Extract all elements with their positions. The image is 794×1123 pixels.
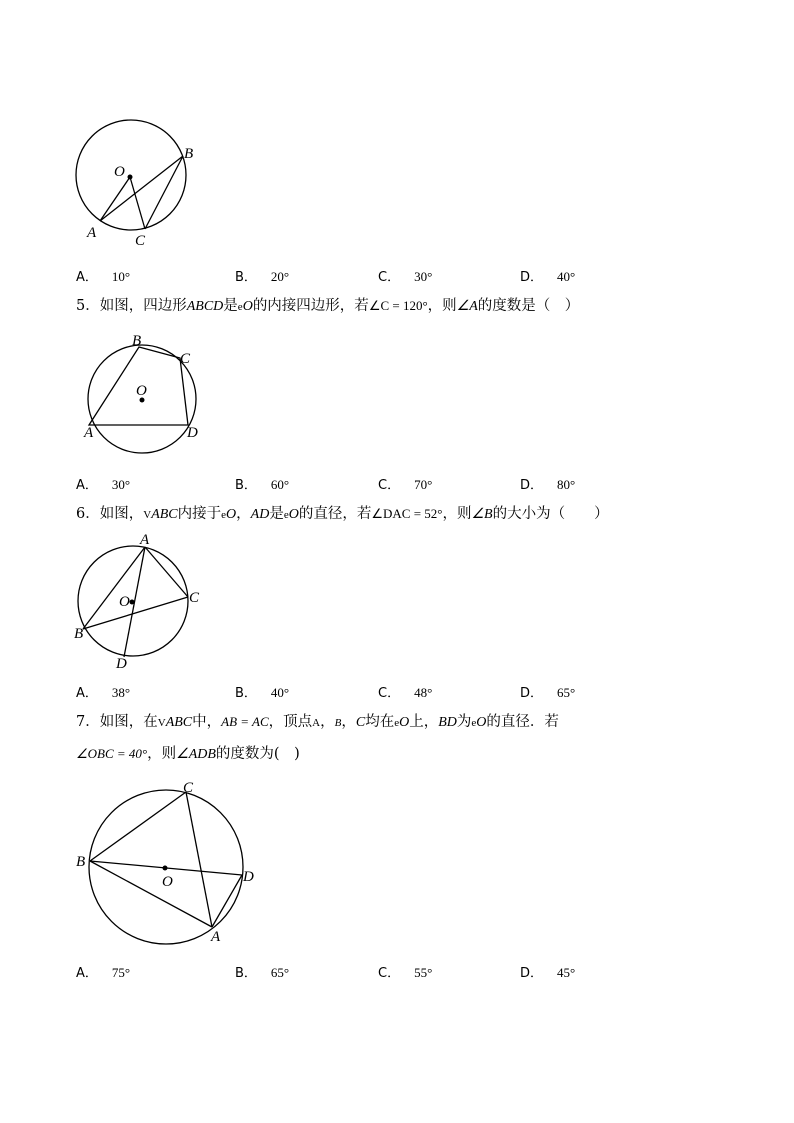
label-c: C (183, 780, 194, 796)
label-c: C (135, 233, 146, 249)
option-d[interactable]: D． 40° (520, 269, 576, 285)
label-b: B (184, 146, 194, 162)
label-c: C (189, 590, 200, 606)
center-point (130, 600, 135, 605)
label-a: A (211, 929, 221, 945)
question-7-line-1: 7．如图，在VABC中，AB = AC，顶点A，B，C均在eO上，BD为eO的直径．若 (76, 714, 559, 730)
label-o: O (119, 594, 130, 610)
segment-bc (145, 156, 183, 229)
option-a[interactable]: A． 38° (76, 685, 131, 701)
question-5: 5．如图，四边形ABCD是eO的内接四边形，若∠C = 120°，则∠A的度数是（ ） (76, 298, 580, 314)
option-d[interactable]: D． 80° (520, 477, 576, 493)
label-a: A (87, 225, 97, 241)
label-d: D (243, 869, 254, 885)
options-q5 (76, 474, 776, 494)
label-d: D (187, 425, 198, 441)
label-d: D (116, 656, 127, 672)
center-point (128, 175, 133, 180)
segment-ad (212, 875, 242, 927)
segment-ab (100, 156, 183, 221)
segment-bc (90, 792, 186, 861)
figure-q5 (0, 320, 794, 450)
question-6: 6．如图，VABC内接于eO，AD是eO的直径，若∠DAC = 52°，则∠B的大小为（ ） (76, 506, 609, 522)
option-c[interactable]: C． 48° (378, 685, 433, 701)
label-b: B (74, 626, 84, 642)
option-b[interactable]: B． 20° (235, 269, 290, 285)
center-point (163, 866, 168, 871)
segment-bc (83, 597, 188, 629)
segment-ab (83, 547, 145, 629)
option-c[interactable]: C． 30° (378, 269, 433, 285)
figure-q7 (0, 770, 794, 950)
option-d[interactable]: D． 45° (520, 965, 576, 981)
option-a[interactable]: A． 30° (76, 477, 131, 493)
question-7-line-2: ∠OBC = 40°，则∠ADB的度数为( ) (76, 746, 300, 762)
label-a: A (84, 425, 94, 441)
options-q7 (76, 962, 776, 982)
option-a[interactable]: A． 10° (76, 269, 131, 285)
option-d[interactable]: D． 65° (520, 685, 576, 701)
option-b[interactable]: B． 65° (235, 965, 290, 981)
label-c: C (180, 351, 191, 367)
option-c[interactable]: C． 70° (378, 477, 433, 493)
label-a: A (140, 532, 150, 548)
options-q6 (76, 682, 776, 702)
option-b[interactable]: B． 40° (235, 685, 290, 701)
segment-oa (100, 177, 130, 221)
segment-oc (130, 177, 145, 229)
label-o: O (136, 383, 147, 399)
label-o: O (162, 874, 173, 890)
segment-ca (186, 792, 212, 927)
label-b: B (132, 333, 142, 349)
option-a[interactable]: A． 75° (76, 965, 131, 981)
options-q4 (76, 266, 776, 286)
option-c[interactable]: C． 55° (378, 965, 433, 981)
label-o: O (114, 164, 125, 180)
label-b: B (76, 854, 86, 870)
segment-ac (145, 547, 188, 597)
figure-q4 (0, 0, 794, 260)
option-b[interactable]: B． 60° (235, 477, 290, 493)
figure-q6 (0, 530, 794, 680)
